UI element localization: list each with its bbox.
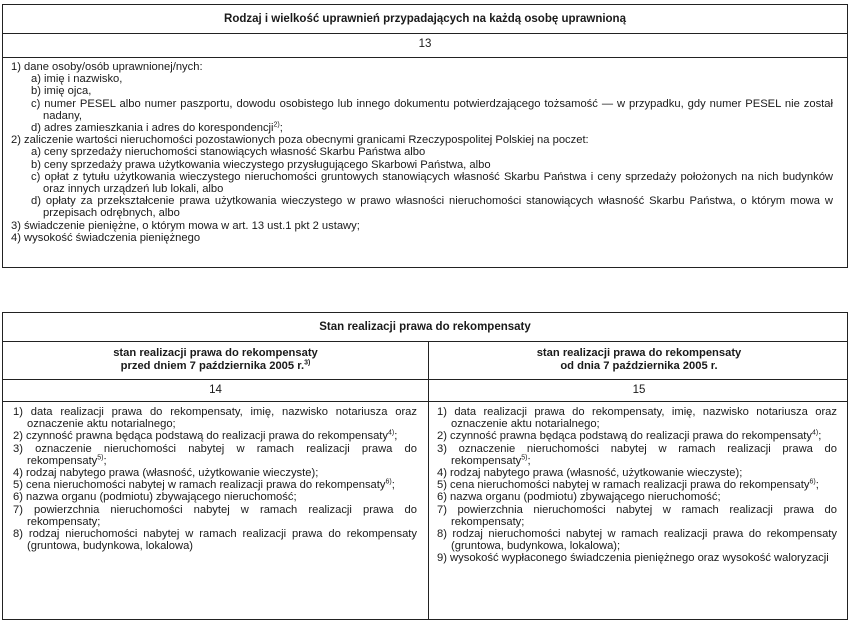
- entitlements-header: Rodzaj i wielkość uprawnień przypadających na każdą osobę uprawnioną: [224, 13, 626, 25]
- list-item: 1) dane osoby/osób uprawnionej/nych:: [11, 61, 203, 73]
- list-item: a) imię i nazwisko,: [31, 73, 123, 86]
- list-item: 1) data realizacji prawa do rekompensaty, imię, nazwisko notariusza oraz oznaczenie aktu notarialnego;: [437, 406, 837, 431]
- list-item: 6) nazwa organu (podmiotu) zbywającego nieruchomość;: [437, 491, 721, 504]
- column-number-15: 15: [632, 384, 646, 396]
- from-date-list: [437, 406, 837, 565]
- compensation-status-table: [2, 312, 848, 620]
- list-item: 2) zaliczenie wartości nieruchomości pozostawionych poza obecnymi granicami Rzeczypospolitej Polskiej na poczet:: [11, 134, 589, 147]
- list-item: 4) wysokość świadczenia pieniężnego: [11, 231, 201, 244]
- before-date-title-line1: stan realizacji prawa do rekompensaty: [113, 347, 318, 359]
- list-item: c) numer PESEL albo numer paszportu, dowodu osobistego lub innego dokumentu potwierdzającego tożsamość — w przypadku, gdy numer PESEL nie został nadany,: [31, 97, 833, 122]
- list-item: 9) wysokość wypłaconego świadczenia pieniężnego oraz wysokość waloryzacji: [437, 552, 829, 565]
- before-date-list: [13, 406, 417, 552]
- list-item: 7) powierzchnia nieruchomości nabytej w ramach realizacji prawa do rekompensaty;: [13, 503, 417, 528]
- before-date-title-line2: przed dniem 7 października 2005 r.$^{3)}$: [120, 359, 311, 372]
- list-item: 1) data realizacji prawa do rekompensaty, imię, nazwisko notariusza oraz oznaczenie aktu notarialnego;: [13, 406, 417, 431]
- list-item: 2) czynność prawna będąca podstawą do realizacji prawa do rekompensaty$^{4)}$;: [13, 429, 398, 443]
- list-item: 8) rodzaj nieruchomości nabytej w ramach realizacji prawa do rekompensaty (gruntowa, budynkowa, lokalowa);: [437, 528, 837, 553]
- list-item: 3) oznaczenie nieruchomości nabytej w ramach realizacji prawa do rekompensaty$^{5)}$;: [437, 442, 837, 467]
- list-item: b) imię ojca,: [31, 85, 92, 98]
- entitlements-table: [2, 4, 848, 268]
- list-item: a) ceny sprzedaży nieruchomości stanowiących własność Skarbu Państwa albo: [31, 146, 426, 159]
- list-item: 6) nazwa organu (podmiotu) zbywającego nieruchomość;: [13, 491, 297, 504]
- list-item: 4) rodzaj nabytego prawa (własność, użytkowanie wieczyste);: [437, 467, 743, 480]
- list-item: 5) cena nieruchomości nabytej w ramach realizacji prawa do rekompensaty$^{6)}$;: [437, 478, 819, 492]
- list-item: 5) cena nieruchomości nabytej w ramach realizacji prawa do rekompensaty$^{6)}$;: [13, 478, 395, 492]
- column-number-13: 13: [418, 38, 432, 50]
- list-item: d) adres zamieszkania i adres do korespondencji$^{2)}$;: [31, 121, 283, 135]
- compensation-status-header: Stan realizacji prawa do rekompensaty: [319, 321, 531, 333]
- entitlements-list: [11, 61, 833, 244]
- list-item: 2) czynność prawna będąca podstawą do realizacji prawa do rekompensaty$^{4)}$;: [437, 429, 822, 443]
- list-item: b) ceny sprzedaży prawa użytkowania wieczystego przysługującego Skarbowi Państwa, albo: [31, 158, 491, 171]
- list-item: 7) powierzchnia nieruchomości nabytej w ramach realizacji prawa do rekompensaty;: [437, 503, 837, 528]
- from-date-title-line2: od dnia 7 października 2005 r.: [560, 360, 718, 372]
- column-number-14: 14: [209, 384, 222, 396]
- before-date-column-header: [3, 347, 428, 373]
- list-item: 8) rodzaj nieruchomości nabytej w ramach realizacji prawa do rekompensaty (gruntowa, budynkowa, lokalowa): [13, 528, 417, 553]
- list-item: 4) rodzaj nabytego prawa (własność, użytkowanie wieczyste);: [13, 467, 319, 480]
- from-date-title-line1: stan realizacji prawa do rekompensaty: [536, 347, 742, 359]
- list-item: 3) oznaczenie nieruchomości nabytej w ramach realizacji prawa do rekompensaty$^{5)}$;: [13, 442, 417, 467]
- list-item: 3) świadczenie pieniężne, o którym mowa w art. 13 ust.1 pkt 2 ustawy;: [11, 219, 360, 232]
- list-item: c) opłat z tytułu użytkowania wieczystego nieruchomości gruntowych stanowiących własność Skarbu Państwa i ceny sprzedaży położonych na nich budynków oraz innych urządzeń lub lokali, albo: [31, 170, 833, 196]
- list-item: d) opłaty za przekształcenie prawa użytkowania wieczystego w prawo własności nieruchomości stanowiących własność Skarbu Państwa, o którym mowa w przepisach odrębnych, albo: [31, 195, 833, 220]
- from-date-column-header: [429, 347, 849, 373]
